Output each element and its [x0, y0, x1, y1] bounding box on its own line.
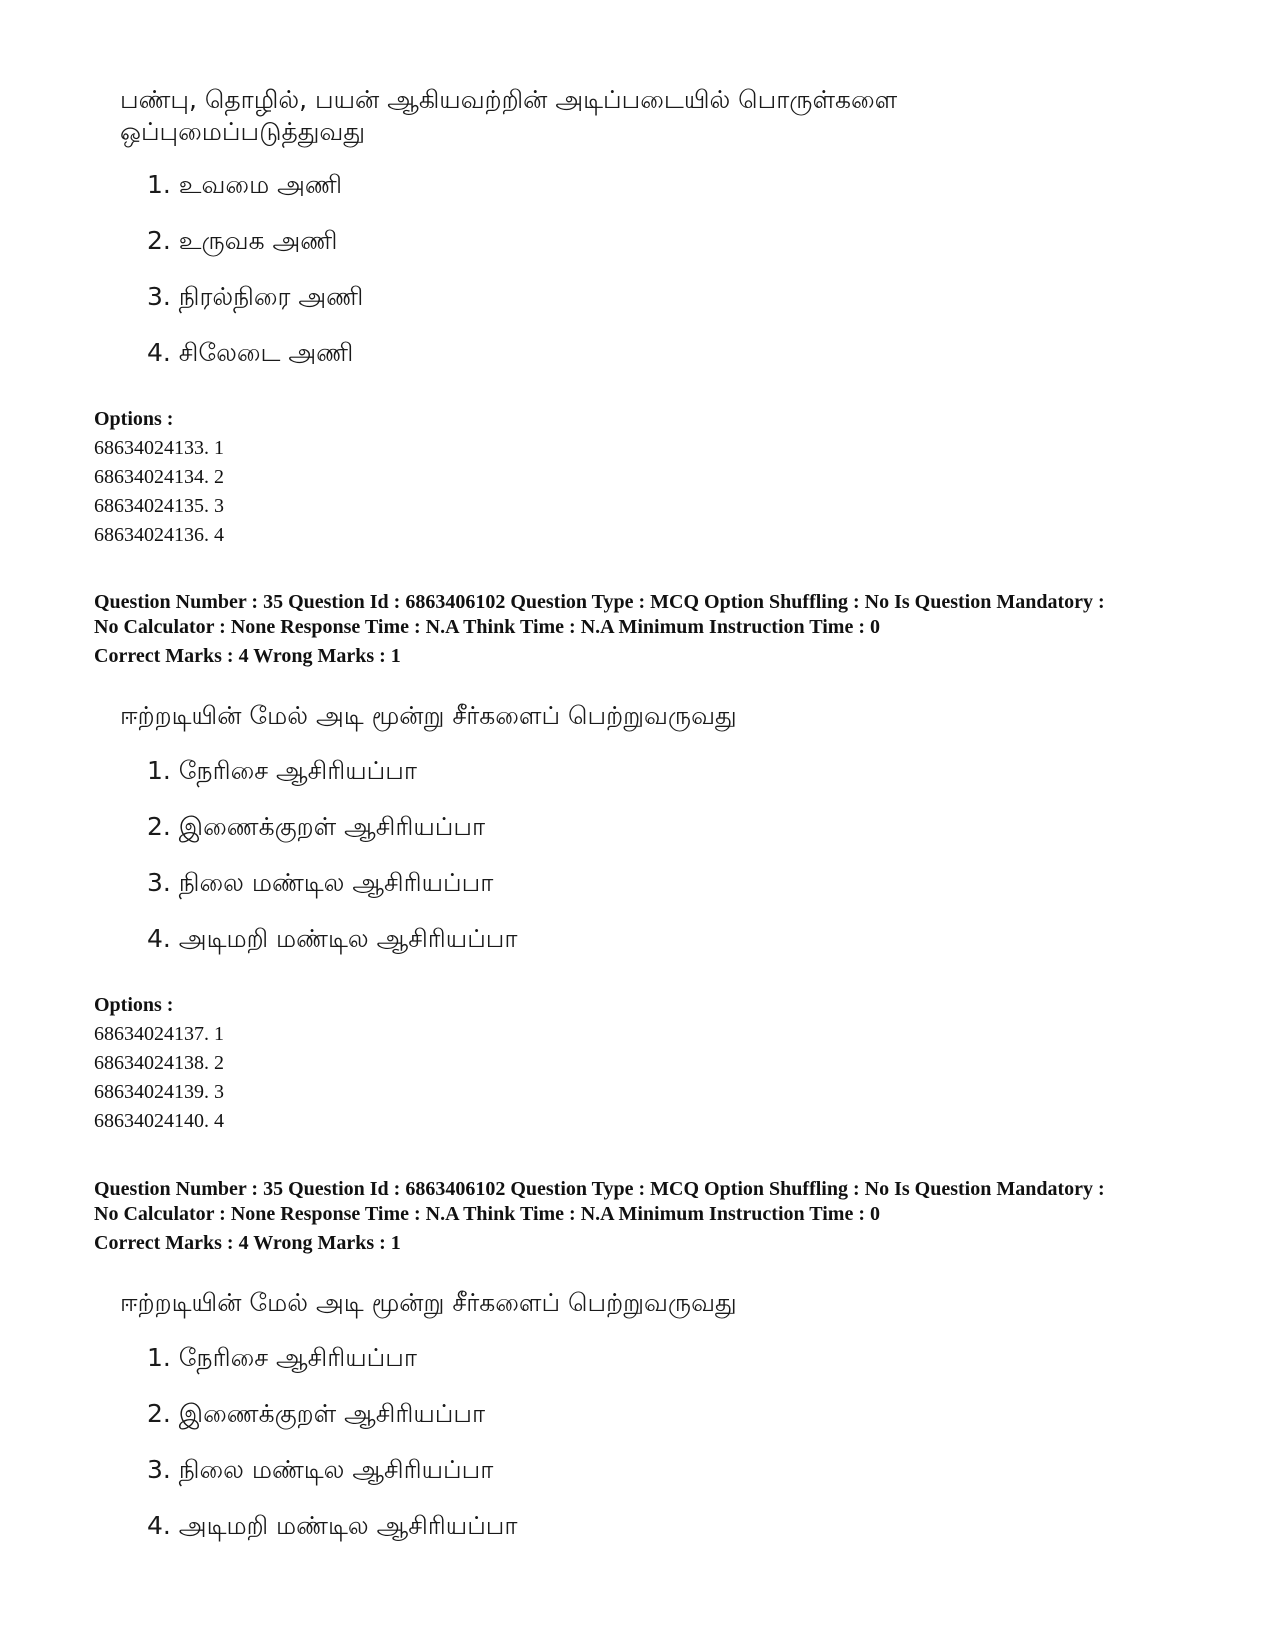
- choice-4: 4. அடிமறி மண்டில ஆசிரியப்பா: [147, 1511, 518, 1540]
- option-row: 68634024135. 3: [94, 495, 224, 517]
- meta-line-2: No Calculator : None Response Time : N.A Think Time : N.A Minimum Instruction Time : 0: [94, 616, 880, 638]
- marks-line: Correct Marks : 4 Wrong Marks : 1: [94, 645, 401, 667]
- choice-3: 3. நிலை மண்டில ஆசிரியப்பா: [147, 1455, 494, 1484]
- option-row: 68634024139. 3: [94, 1081, 224, 1103]
- choice-1: 1. நேரிசை ஆசிரியப்பா: [147, 756, 417, 785]
- choice-1: 1. நேரிசை ஆசிரியப்பா: [147, 1343, 417, 1372]
- question-stem: பண்பு, தொழில், பயன் ஆகியவற்றின் அடிப்படையில் பொருள்களை ஒப்புமைப்படுத்துவது: [120, 85, 898, 146]
- meta-line-2: No Calculator : None Response Time : N.A Think Time : N.A Minimum Instruction Time : 0: [94, 1203, 880, 1225]
- option-row: 68634024133. 1: [94, 437, 224, 459]
- question-meta: [94, 590, 1194, 640]
- option-row: 68634024136. 4: [94, 524, 224, 546]
- question-meta: [94, 1177, 1194, 1227]
- choice-2: 2. உருவக அணி: [147, 226, 338, 255]
- meta-line-1: Question Number : 35 Question Id : 6863406102 Question Type : MCQ Option Shuffling : No Is Question Mandatory :: [94, 591, 1105, 613]
- option-row: 68634024140. 4: [94, 1110, 224, 1132]
- options-label: Options :: [94, 408, 174, 430]
- choice-2: 2. இணைக்குறள் ஆசிரியப்பா: [147, 812, 486, 841]
- marks-line: Correct Marks : 4 Wrong Marks : 1: [94, 1232, 401, 1254]
- choice-4: 4. சிலேடை அணி: [147, 338, 354, 367]
- choice-3: 3. நிலை மண்டில ஆசிரியப்பா: [147, 868, 494, 897]
- option-row: 68634024137. 1: [94, 1023, 224, 1045]
- question-stem: ஈற்றடியின் மேல் அடி மூன்று சீர்களைப் பெற்றுவருவது: [120, 701, 737, 730]
- option-row: 68634024138. 2: [94, 1052, 224, 1074]
- choice-3: 3. நிரல்நிரை அணி: [147, 282, 364, 311]
- option-row: 68634024134. 2: [94, 466, 224, 488]
- choice-2: 2. இணைக்குறள் ஆசிரியப்பா: [147, 1399, 486, 1428]
- options-label: Options :: [94, 994, 174, 1016]
- meta-line-1: Question Number : 35 Question Id : 6863406102 Question Type : MCQ Option Shuffling : No Is Question Mandatory :: [94, 1178, 1105, 1200]
- choice-4: 4. அடிமறி மண்டில ஆசிரியப்பா: [147, 924, 518, 953]
- question-stem: ஈற்றடியின் மேல் அடி மூன்று சீர்களைப் பெற்றுவருவது: [120, 1288, 737, 1317]
- choice-1: 1. உவமை அணி: [147, 170, 343, 199]
